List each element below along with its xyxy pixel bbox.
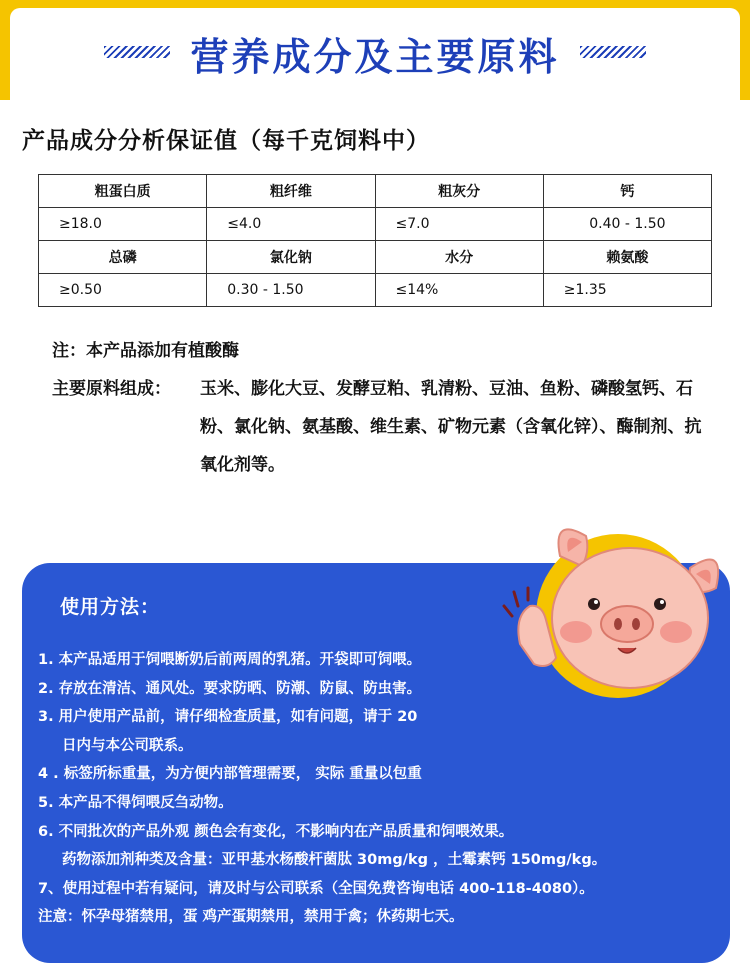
table-cell: ≥0.50 <box>39 274 207 307</box>
table-cell: ≤14% <box>375 274 543 307</box>
usage-line: 2. 存放在清洁、通风处。要求防晒、防潮、防鼠、防虫害。 <box>38 680 422 697</box>
table-cell: ≥1.35 <box>543 274 711 307</box>
usage-line: 3. 用户使用产品前，请仔细检查质量，如有问题，请于 20 <box>38 709 418 726</box>
pig-mascot-icon <box>490 508 730 698</box>
usage-line: 药物添加剂种类及含量：亚甲基水杨酸杆菌肽 30mg/kg ，土霉素钙 150mg/kg。 <box>62 852 607 869</box>
table-cell: ≥18.0 <box>39 208 207 241</box>
usage-line: 注意：怀孕母猪禁用，蛋 鸡产蛋期禁用，禁用于禽；休药期七天。 <box>38 909 464 926</box>
table-header-cell: 粗蛋白质 <box>39 175 207 208</box>
phytase-note: 注：本产品添加有植酸酶 <box>52 341 239 361</box>
table-row <box>39 208 712 241</box>
table-header-cell: 粗灰分 <box>375 175 543 208</box>
usage-line: 7、使用过程中若有疑问，请及时与公司联系（全国免费咨询电话 400-118-4080）。 <box>38 880 594 897</box>
table-header-row <box>39 241 712 274</box>
usage-title: 使用方法： <box>60 596 161 618</box>
usage-line: 日内与本公司联系。 <box>62 737 193 754</box>
table-header-cell: 氯化钠 <box>207 241 375 274</box>
section-title: 产品成分分析保证值（每千克饲料中） <box>22 128 430 154</box>
ingredients-text: 玉米、膨化大豆、发酵豆粕、乳清粉、豆油、鱼粉、磷酸氢钙、石粉、氯化钠、氨基酸、维生素、矿物元素（含氧化锌）、酶制剂、抗氧化剂等。 <box>200 379 702 475</box>
banner-title: 营养成分及主要原料 <box>190 35 560 79</box>
nutrient-table <box>38 174 712 307</box>
table-cell: ≤7.0 <box>375 208 543 241</box>
table-header-row <box>39 175 712 208</box>
table-header-cell: 粗纤维 <box>207 175 375 208</box>
usage-line: 6. 不同批次的产品外观 颜色会有变化，不影响内在产品质量和饲喂效果。 <box>38 823 514 840</box>
usage-line: 5. 本产品不得饲喂反刍动物。 <box>38 794 233 811</box>
table-header-cell: 钙 <box>543 175 711 208</box>
table-header-cell: 赖氨酸 <box>543 241 711 274</box>
usage-line: 1. 本产品适用于饲喂断奶后前两周的乳猪。开袋即可饲喂。 <box>38 652 422 668</box>
table-cell: 0.40 - 1.50 <box>543 208 711 241</box>
table-header-cell: 水分 <box>375 241 543 274</box>
table-header-cell: 总磷 <box>39 241 207 274</box>
table-row <box>39 274 712 307</box>
ingredients-label: 主要原料组成： <box>52 379 171 399</box>
table-cell: 0.30 - 1.50 <box>207 274 375 307</box>
header-banner <box>0 0 750 100</box>
table-cell: ≤4.0 <box>207 208 375 241</box>
usage-line: 4 . 标签所标重量，为方便内部管理需要， 实际 重量以包重 <box>38 766 422 783</box>
